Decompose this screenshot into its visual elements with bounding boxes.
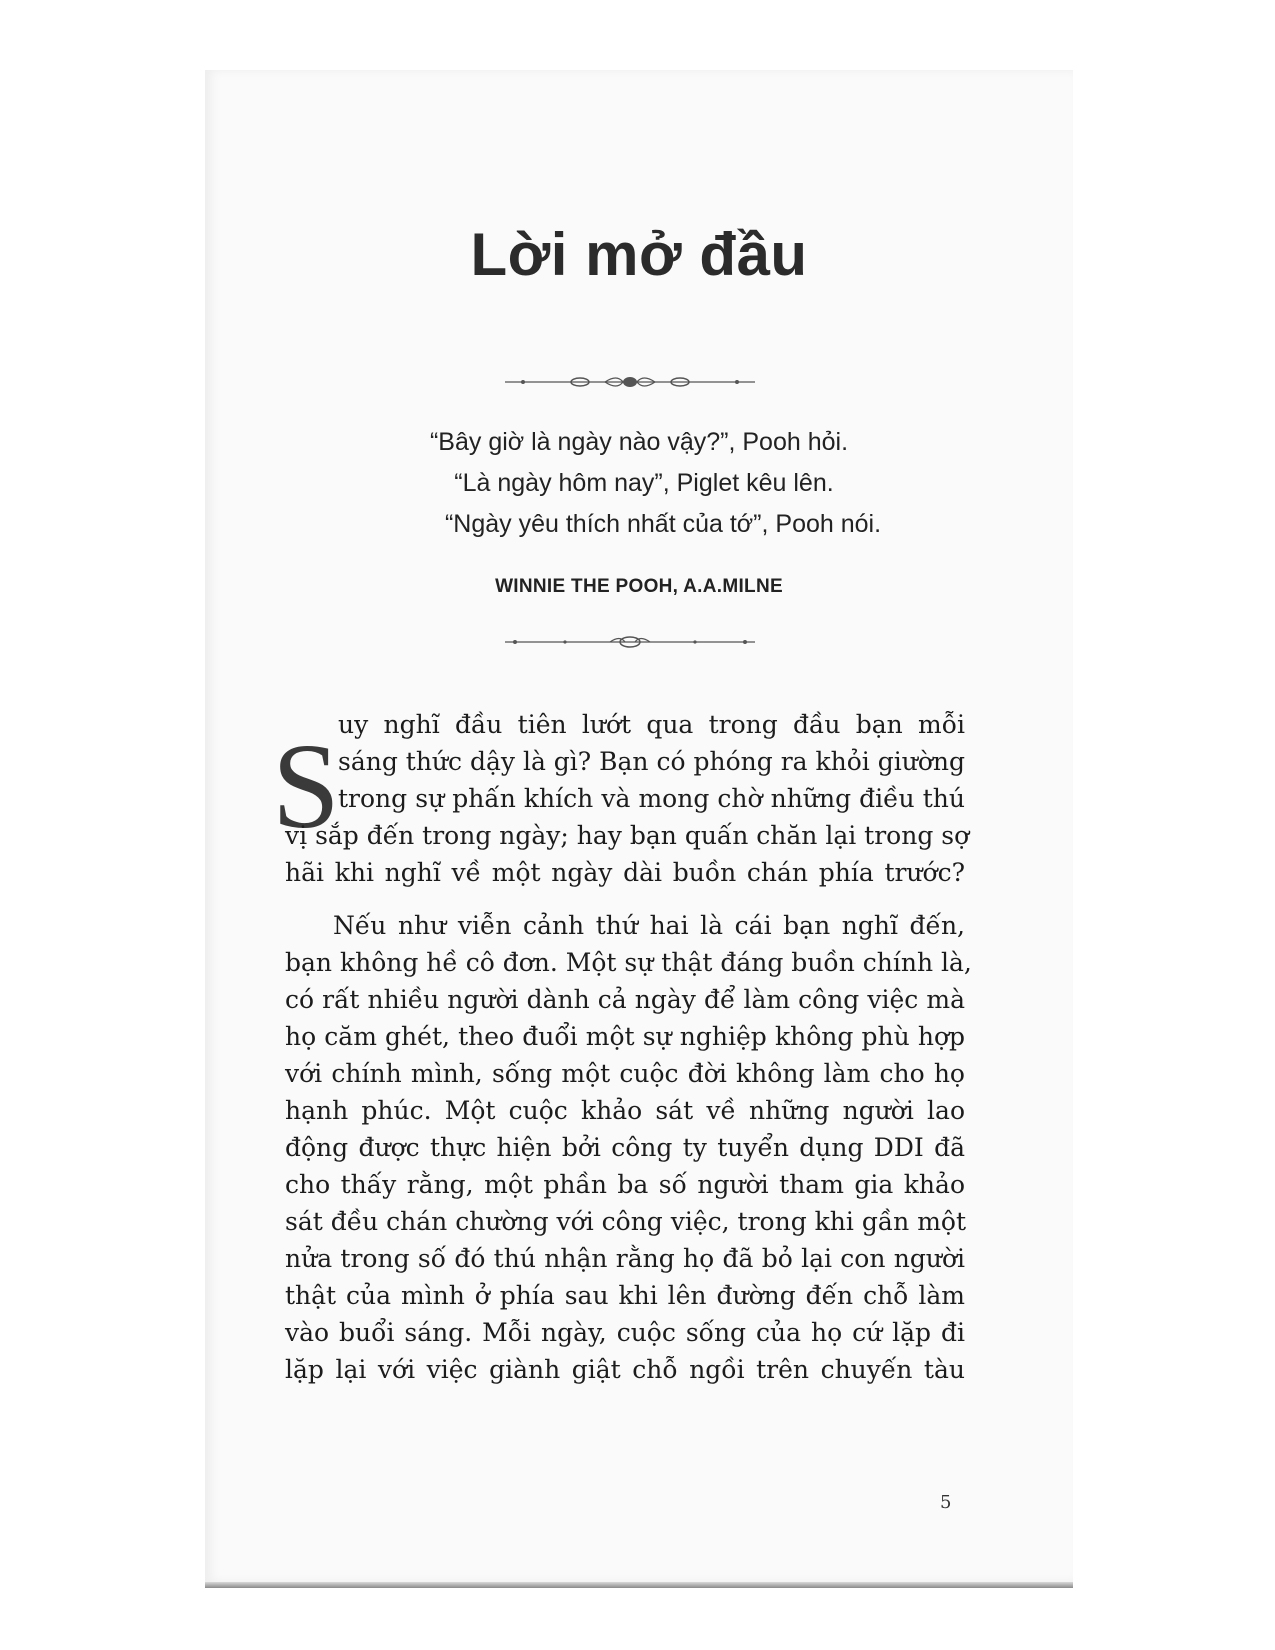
text-line: trong sự phấn khích và mong chờ những điều thú: [338, 784, 965, 813]
text-line: bạn không hề cô đơn. Một sự thật đáng buồn chính là,: [285, 948, 972, 977]
drop-cap: S: [272, 719, 340, 854]
text-line: có rất nhiều người dành cả ngày để làm công việc mà: [285, 985, 965, 1014]
text-line: động được thực hiện bởi công ty tuyển dụng DDI đã: [285, 1133, 965, 1162]
epigraph-line: “Ngày yêu thích nhất của tớ”, Pooh nói.: [444, 510, 882, 538]
text-line: uy nghĩ đầu tiên lướt qua trong đầu bạn mỗi: [338, 710, 965, 739]
chapter-title: Lời mở đầu: [470, 221, 808, 288]
text-line: Nếu như viễn cảnh thứ hai là cái bạn nghĩ đến,: [333, 911, 965, 940]
text-line: cho thấy rằng, một phần ba số người tham gia khảo: [285, 1170, 965, 1199]
text-line: hãi khi nghĩ về một ngày dài buồn chán phía trước?: [285, 858, 965, 887]
epigraph-line: “Là ngày hôm nay”, Piglet kêu lên.: [454, 469, 834, 497]
text-line: hạnh phúc. Một cuộc khảo sát về những người lao: [285, 1096, 965, 1125]
epigraph-attribution: WINNIE THE POOH, A.A.MILNE: [495, 576, 783, 597]
ornament-divider-bottom: [505, 630, 755, 654]
text-line: thật của mình ở phía sau khi lên đường đến chỗ làm: [285, 1281, 965, 1310]
text-line: nửa trong số đó thú nhận rằng họ đã bỏ lại con người: [285, 1244, 965, 1273]
text-line: vào buổi sáng. Mỗi ngày, cuộc sống của họ cứ lặp đi: [285, 1318, 965, 1347]
text-line: họ căm ghét, theo đuổi một sự nghiệp không phù hợp: [285, 1022, 965, 1051]
text-line: vị sắp đến trong ngày; hay bạn quấn chăn lại trong sợ: [285, 821, 970, 850]
text-line: sát đều chán chường với công việc, trong khi gần một: [285, 1207, 967, 1236]
ornament-divider-top: [505, 370, 755, 394]
text-line: lặp lại với việc giành giật chỗ ngồi trên chuyến tàu: [285, 1355, 965, 1384]
page-bottom-edge: [205, 1582, 1073, 1588]
text-line: sáng thức dậy là gì? Bạn có phóng ra khỏi giường: [338, 747, 965, 776]
text-line: với chính mình, sống một cuộc đời không làm cho họ: [285, 1059, 965, 1088]
epigraph-line: “Bây giờ là ngày nào vậy?”, Pooh hỏi.: [429, 428, 849, 456]
page-number: 5: [940, 1492, 952, 1513]
